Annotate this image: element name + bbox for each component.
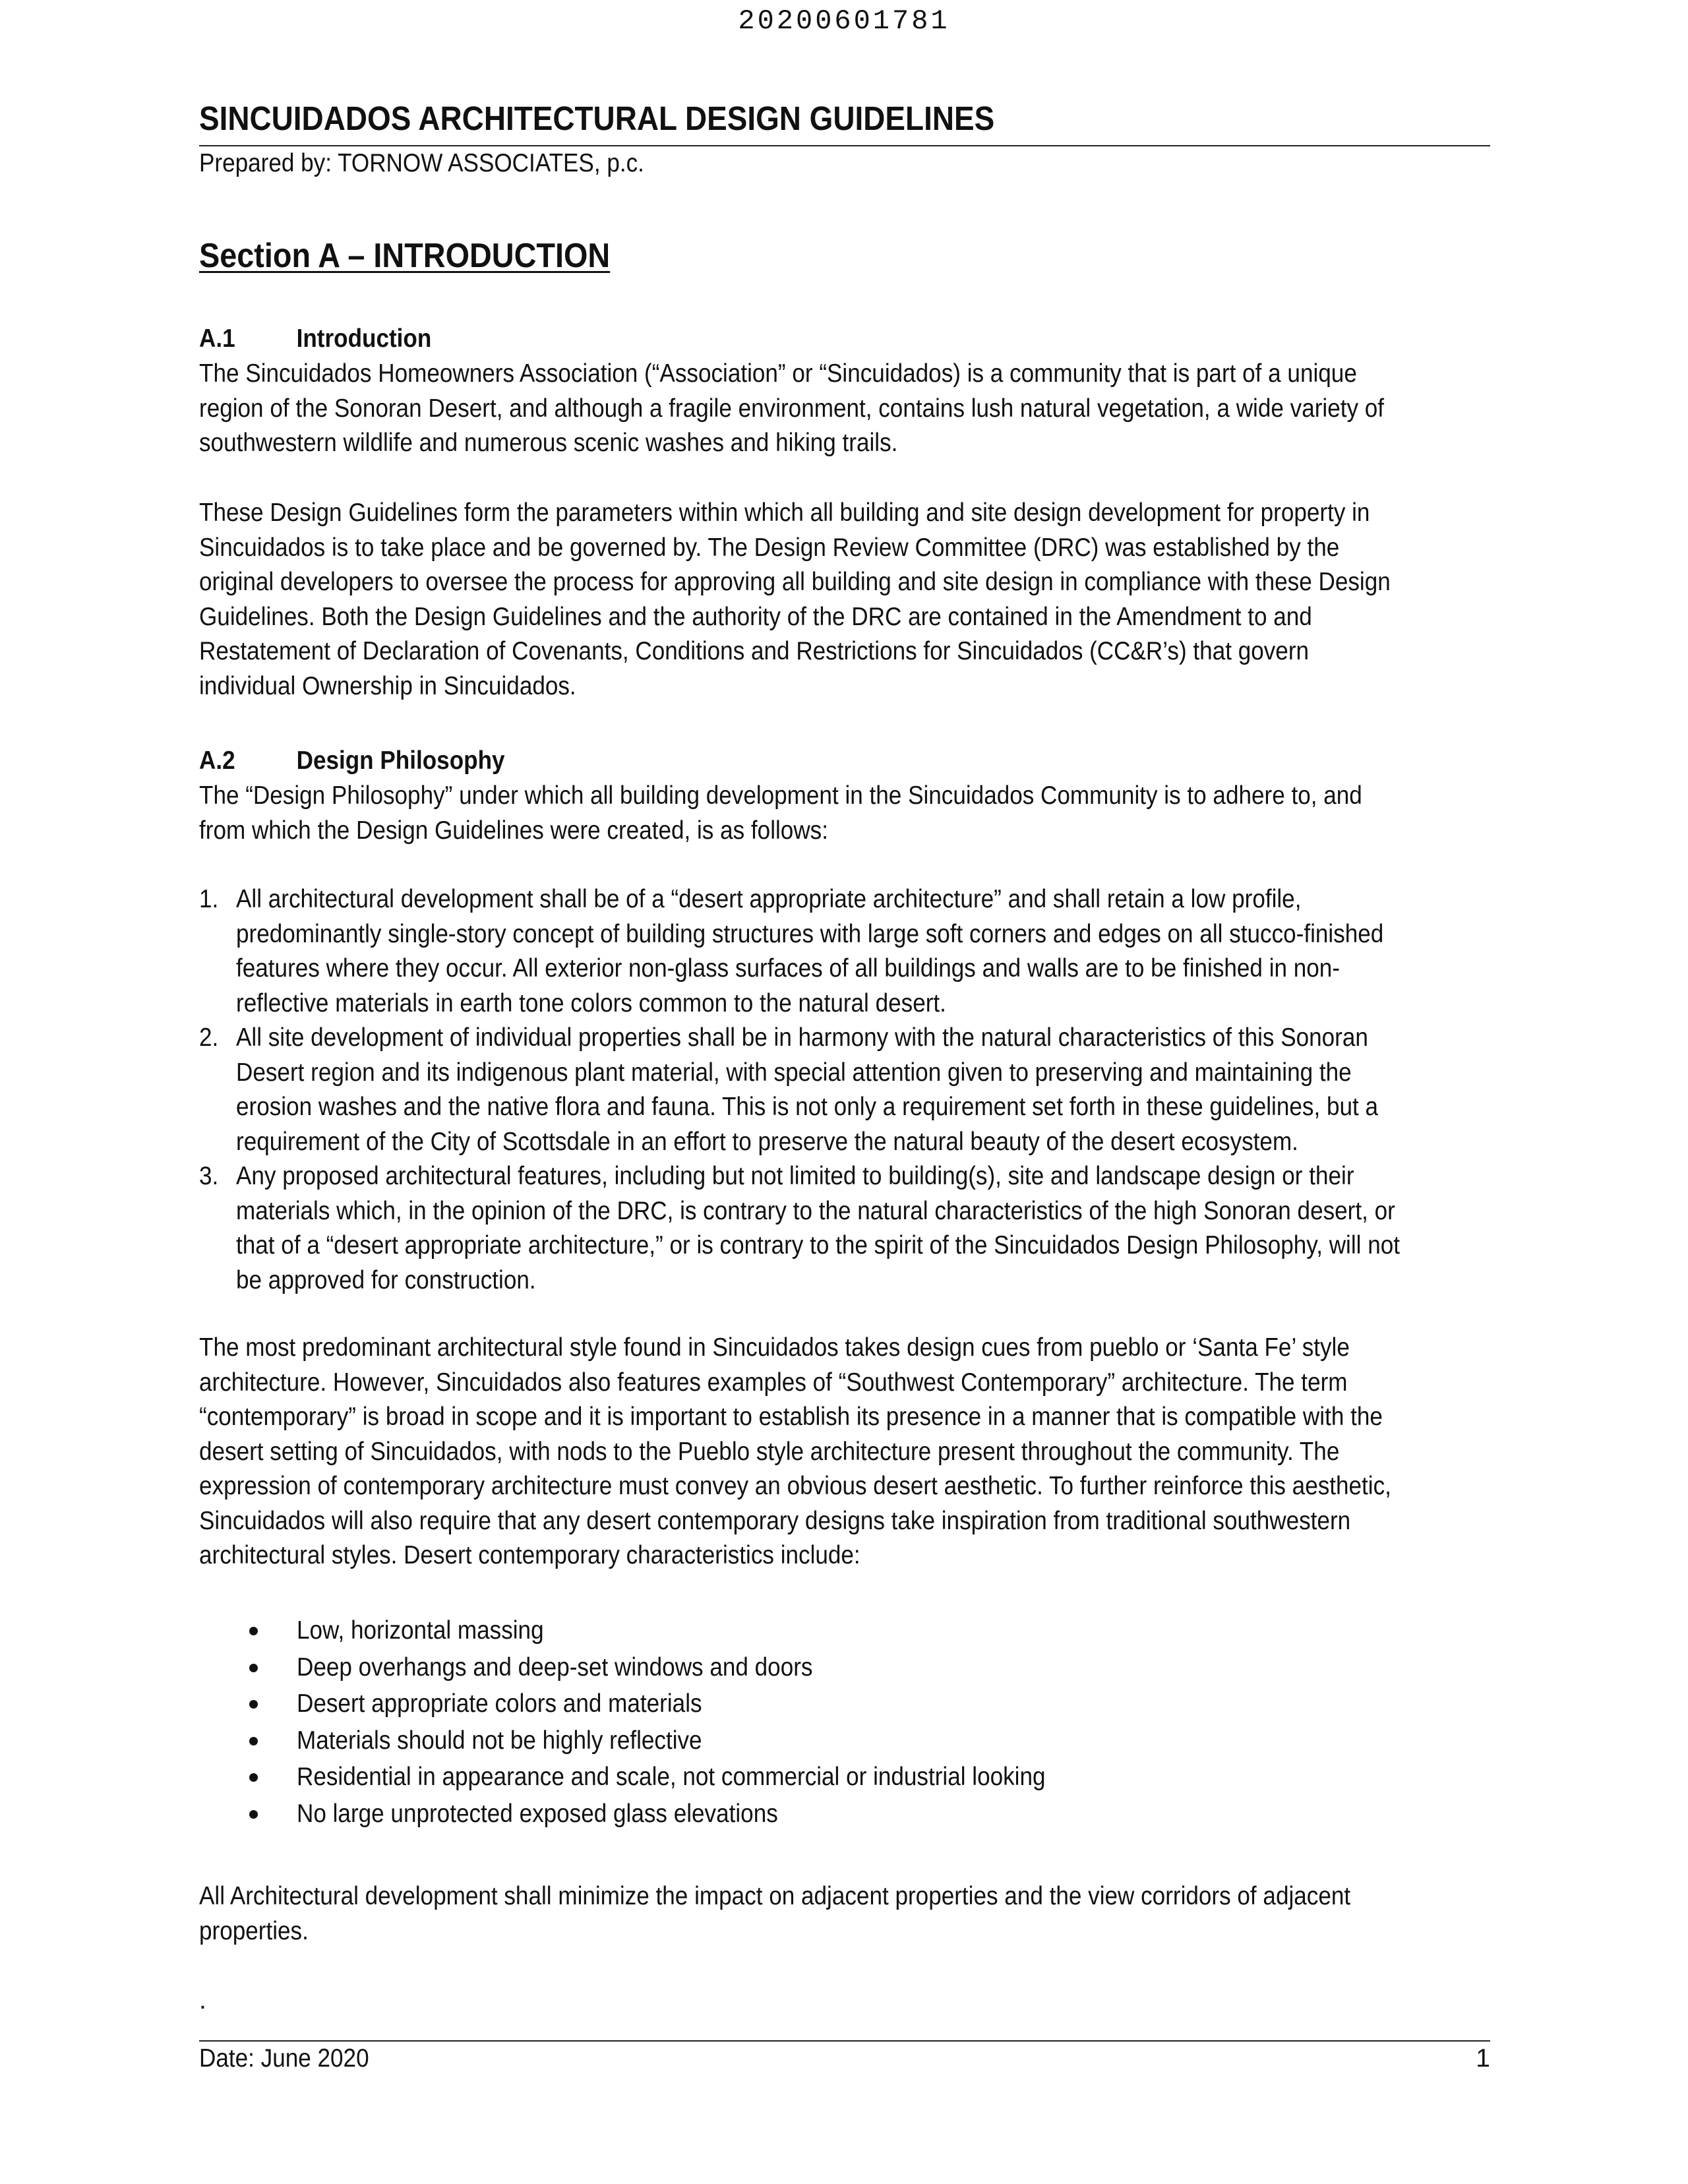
subsection-number: A.2 [199, 746, 235, 775]
text-line: requirement of the City of Scottsdale in an effort to preserve the natural beauty of the desert ecosystem. [236, 1127, 1298, 1156]
text-line: architectural styles. Desert contemporary characteristics include: [199, 1541, 860, 1569]
bullet-icon [249, 1810, 258, 1819]
text-line: The Sincuidados Homeowners Association (“Association” or “Sincuidados) is a community that is part of a unique [199, 359, 1357, 388]
text-line: All Architectural development shall minimize the impact on adjacent properties and the view corridors of adjacent [199, 1882, 1351, 1910]
subsection-heading-a2 [199, 744, 505, 779]
text-line: Any proposed architectural features, including but not limited to building(s), site and landscape design or their [236, 1162, 1354, 1190]
text-line: from which the Design Guidelines were created, is as follows: [199, 816, 828, 845]
text-line: southwestern wildlife and numerous scenic washes and hiking trails. [199, 429, 898, 457]
text-line: expression of contemporary architecture must convey an obvious desert aesthetic. To further reinforce this aesthetic, [199, 1472, 1391, 1500]
document-title: SINCUIDADOS ARCHITECTURAL DESIGN GUIDELINES [199, 100, 995, 137]
text-line: region of the Sonoran Desert, and although a fragile environment, contains lush natural vegetation, a wide variety of [199, 394, 1385, 423]
text-line: Desert region and its indigenous plant material, with special attention given to preserving and maintaining the [236, 1058, 1352, 1087]
closing-paragraph [199, 1879, 1478, 1949]
text-line: features where they occur. All exterior non-glass surfaces of all buildings and walls are to be finished in non- [236, 954, 1341, 983]
bullet-text: Deep overhangs and deep-set windows and doors [297, 1653, 813, 1682]
intro-paragraph-1 [199, 357, 1516, 461]
bullet-icon [249, 1737, 258, 1745]
bullet-text: Residential in appearance and scale, not commercial or industrial looking [297, 1763, 1046, 1791]
text-line: architecture. However, Sincuidados also features examples of “Southwest Contemporary” architecture. The term [199, 1368, 1348, 1397]
subsection-heading-text: Introduction [296, 324, 432, 353]
bullet-icon [249, 1773, 258, 1782]
page-number: 1 [1476, 2044, 1490, 2073]
list-item [199, 1159, 1529, 1298]
stray-period: . [199, 1986, 206, 2015]
list-marker: 1. [199, 885, 219, 913]
bullet-text: Desert appropriate colors and materials [297, 1689, 702, 1718]
text-line: “contemporary” is broad in scope and it is important to establish its presence in a manner that is compatible with the [199, 1403, 1383, 1431]
architectural-style-paragraph [199, 1331, 1524, 1573]
list-item [199, 882, 1529, 1021]
text-line: The most predominant architectural style found in Sincuidados takes design cues from pueblo or ‘Santa Fe’ style [199, 1333, 1350, 1362]
bullet-text: No large unprotected exposed glass elevations [297, 1799, 778, 1828]
text-line: original developers to oversee the process for approving all building and site design in compliance with these Design [199, 568, 1391, 596]
list-item [199, 1021, 1529, 1159]
text-line: Sincuidados will also require that any desert contemporary designs take inspiration from traditional southwestern [199, 1506, 1351, 1535]
text-line: Guidelines. Both the Design Guidelines and the authority of the DRC are contained in the Amendment to and [199, 602, 1312, 631]
text-line: properties. [199, 1916, 309, 1945]
text-line: predominantly single-story concept of building structures with large soft corners and edges on all stucco-finished [236, 919, 1384, 948]
section-title: Section A – INTRODUCTION [199, 237, 611, 275]
text-line: that of a “desert appropriate architecture,” or is contrary to the spirit of the Sincuidados Design Philosophy, will not [236, 1231, 1400, 1259]
text-line: All site development of individual properties shall be in harmony with the natural characteristics of this Sonoran [236, 1023, 1368, 1052]
bullet-icon [249, 1627, 258, 1635]
bullet-icon [249, 1700, 258, 1709]
prepared-by: Prepared by: TORNOW ASSOCIATES, p.c. [199, 149, 644, 177]
intro-paragraph-2 [199, 496, 1523, 704]
philosophy-intro [199, 779, 1492, 848]
bullet-text: Low, horizontal massing [297, 1616, 544, 1645]
footer-divider [199, 2040, 1490, 2042]
subsection-heading-text: Design Philosophy [296, 746, 505, 775]
list-marker: 2. [199, 1023, 219, 1052]
title-divider [199, 145, 1490, 146]
list-marker: 3. [199, 1162, 219, 1190]
subsection-heading-a1 [199, 322, 431, 357]
recording-number-stamp: 20200601781 [738, 5, 950, 37]
text-line: reflective materials in earth tone colors common to the natural desert. [236, 988, 946, 1017]
bullet-icon [249, 1664, 258, 1672]
bullet-text: Materials should not be highly reflective [297, 1726, 702, 1755]
text-line: desert setting of Sincuidados, with nods to the Pueblo style architecture present throughout the community. The [199, 1437, 1340, 1466]
philosophy-numbered-list [199, 882, 1529, 1298]
text-line: All architectural development shall be of a “desert appropriate architecture” and shall retain a low profile, [236, 885, 1302, 913]
text-line: Restatement of Declaration of Covenants, Conditions and Restrictions for Sincuidados (CC&R’s) that govern [199, 637, 1310, 665]
text-line: be approved for construction. [236, 1265, 536, 1294]
text-line: Sincuidados is to take place and be governed by. The Design Review Committee (DRC) was established by the [199, 533, 1340, 562]
text-line: individual Ownership in Sincuidados. [199, 671, 576, 700]
subsection-number: A.1 [199, 324, 235, 353]
text-line: These Design Guidelines form the parameters within which all building and site design development for property in [199, 499, 1370, 527]
text-line: erosion washes and the native flora and fauna. This is not only a requirement set forth in these guidelines, but a [236, 1093, 1379, 1121]
text-line: materials which, in the opinion of the DRC, is contrary to the natural characteristics of the high Sonoran desert, or [236, 1196, 1395, 1225]
text-line: The “Design Philosophy” under which all building development in the Sincuidados Community is to adhere to, and [199, 781, 1362, 810]
footer-date: Date: June 2020 [199, 2044, 369, 2073]
